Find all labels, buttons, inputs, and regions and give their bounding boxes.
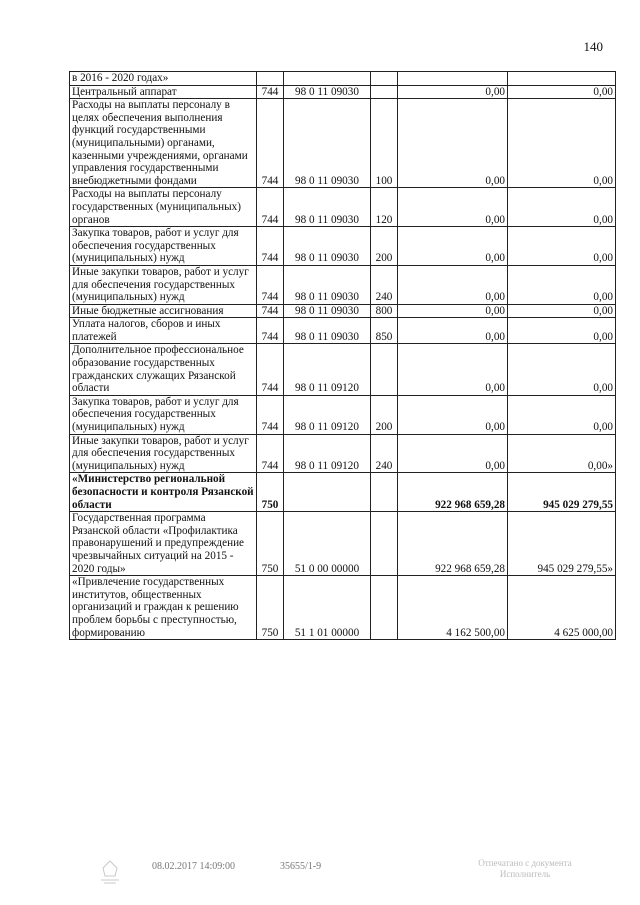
table-row xyxy=(70,227,616,266)
row-code xyxy=(257,72,284,86)
row-vr: 800 xyxy=(371,304,398,318)
row-code: 744 xyxy=(257,85,284,99)
row-csr xyxy=(284,72,371,86)
row-vr: 200 xyxy=(371,227,398,266)
row-name: в 2016 - 2020 годах» xyxy=(70,72,257,86)
row-amount-2017: 0,00 xyxy=(398,318,508,344)
row-amount-2017: 0,00 xyxy=(398,188,508,227)
row-name: Закупка товаров, работ и услуг для обеспечения государственных (муниципальных) нужд xyxy=(70,227,257,266)
row-amount-2018: 0,00 xyxy=(508,85,616,99)
table-row xyxy=(70,395,616,434)
row-name: Дополнительное профессиональное образование государственных гражданских служащих Рязанской области xyxy=(70,344,257,395)
row-vr xyxy=(371,85,398,99)
row-amount-2018: 0,00 xyxy=(508,188,616,227)
row-csr: 98 0 11 09030 xyxy=(284,85,371,99)
row-vr: 240 xyxy=(371,434,398,473)
footer-stamp-line2: Исполнитель xyxy=(499,869,551,879)
row-amount-2017: 0,00 xyxy=(398,265,508,304)
table-row xyxy=(70,434,616,473)
row-amount-2018: 945 029 279,55 xyxy=(508,473,616,512)
row-amount-2017: 0,00 xyxy=(398,434,508,473)
row-amount-2017: 922 968 659,28 xyxy=(398,473,508,512)
row-csr: 98 0 11 09120 xyxy=(284,434,371,473)
row-code: 750 xyxy=(257,576,284,640)
row-csr: 98 0 11 09030 xyxy=(284,318,371,344)
row-csr xyxy=(284,473,371,512)
row-amount-2017: 0,00 xyxy=(398,85,508,99)
table-row xyxy=(70,318,616,344)
row-vr: 240 xyxy=(371,265,398,304)
row-name: Центральный аппарат xyxy=(70,85,257,99)
row-vr: 100 xyxy=(371,99,398,188)
row-amount-2017: 0,00 xyxy=(398,227,508,266)
row-vr xyxy=(371,576,398,640)
budget-table xyxy=(69,71,616,640)
table-row xyxy=(70,344,616,395)
table-row xyxy=(70,512,616,576)
table-row xyxy=(70,473,616,512)
footer-stamp-line1: Отпечатано с документа xyxy=(478,858,572,868)
row-code: 750 xyxy=(257,473,284,512)
row-vr xyxy=(371,344,398,395)
row-amount-2017: 4 162 500,00 xyxy=(398,576,508,640)
row-name: «Министерство региональной безопасности и контроля Рязанской области xyxy=(70,473,257,512)
row-code: 744 xyxy=(257,434,284,473)
row-csr: 98 0 11 09030 xyxy=(284,304,371,318)
page-footer xyxy=(0,858,640,898)
row-vr: 200 xyxy=(371,395,398,434)
page-number: 140 xyxy=(583,39,603,54)
row-csr: 98 0 11 09030 xyxy=(284,99,371,188)
row-vr: 120 xyxy=(371,188,398,227)
table-row xyxy=(70,304,616,318)
row-csr: 98 0 11 09030 xyxy=(284,188,371,227)
row-code: 744 xyxy=(257,99,284,188)
row-code: 744 xyxy=(257,265,284,304)
row-csr: 98 0 11 09120 xyxy=(284,344,371,395)
row-amount-2017: 922 968 659,28 xyxy=(398,512,508,576)
row-name: Государственная программа Рязанской области «Профилактика правонарушений и предупреждение чрезвычайных ситуаций на 2015 - 2020 годы» xyxy=(70,512,257,576)
row-amount-2017: 0,00 xyxy=(398,344,508,395)
row-amount-2018: 0,00 xyxy=(508,227,616,266)
table-row xyxy=(70,72,616,86)
row-csr: 98 0 11 09120 xyxy=(284,395,371,434)
row-amount-2018: 4 625 000,00 xyxy=(508,576,616,640)
row-csr: 51 0 00 00000 xyxy=(284,512,371,576)
row-csr: 51 1 01 00000 xyxy=(284,576,371,640)
footer-reg-number: 35655/1-9 xyxy=(280,861,322,872)
footer-stamp xyxy=(450,858,600,880)
row-amount-2017 xyxy=(398,72,508,86)
row-amount-2018: 0,00» xyxy=(508,434,616,473)
row-vr xyxy=(371,512,398,576)
row-amount-2018: 0,00 xyxy=(508,395,616,434)
row-code: 750 xyxy=(257,512,284,576)
row-amount-2018: 0,00 xyxy=(508,304,616,318)
table-row xyxy=(70,99,616,188)
footer-timestamp: 08.02.2017 14:09:00 xyxy=(152,861,236,872)
row-amount-2018: 0,00 xyxy=(508,99,616,188)
row-name: Иные закупки товаров, работ и услуг для обеспечения государственных (муниципальных) нужд xyxy=(70,434,257,473)
row-name: Иные бюджетные ассигнования xyxy=(70,304,257,318)
row-vr: 850 xyxy=(371,318,398,344)
row-amount-2018: 0,00 xyxy=(508,344,616,395)
row-name: Закупка товаров, работ и услуг для обеспечения государственных (муниципальных) нужд xyxy=(70,395,257,434)
row-amount-2018 xyxy=(508,72,616,86)
row-amount-2017: 0,00 xyxy=(398,99,508,188)
row-name: Расходы на выплаты персоналу в целях обеспечения выполнения функций государственными (муниципальными) органами, казенными учреждениями, органами управления государственными внебюджетными фондами xyxy=(70,99,257,188)
row-code: 744 xyxy=(257,318,284,344)
row-code: 744 xyxy=(257,227,284,266)
table-row xyxy=(70,265,616,304)
row-amount-2017: 0,00 xyxy=(398,395,508,434)
row-vr xyxy=(371,72,398,86)
row-code: 744 xyxy=(257,395,284,434)
row-csr: 98 0 11 09030 xyxy=(284,265,371,304)
row-code: 744 xyxy=(257,188,284,227)
row-code: 744 xyxy=(257,344,284,395)
row-name: Уплата налогов, сборов и иных платежей xyxy=(70,318,257,344)
row-amount-2017: 0,00 xyxy=(398,304,508,318)
row-vr xyxy=(371,473,398,512)
budget-table-body xyxy=(70,72,616,640)
row-name: Расходы на выплаты персоналу государственных (муниципальных) органов xyxy=(70,188,257,227)
row-name: Иные закупки товаров, работ и услуг для обеспечения государственных (муниципальных) нужд xyxy=(70,265,257,304)
row-csr: 98 0 11 09030 xyxy=(284,227,371,266)
seal-icon xyxy=(95,858,125,886)
table-row xyxy=(70,576,616,640)
table-row xyxy=(70,85,616,99)
row-name: «Привлечение государственных институтов, общественных организаций и граждан к решению проблем борьбы с преступностью, формированию xyxy=(70,576,257,640)
table-row xyxy=(70,188,616,227)
row-code: 744 xyxy=(257,304,284,318)
row-amount-2018: 0,00 xyxy=(508,265,616,304)
row-amount-2018: 0,00 xyxy=(508,318,616,344)
row-amount-2018: 945 029 279,55» xyxy=(508,512,616,576)
